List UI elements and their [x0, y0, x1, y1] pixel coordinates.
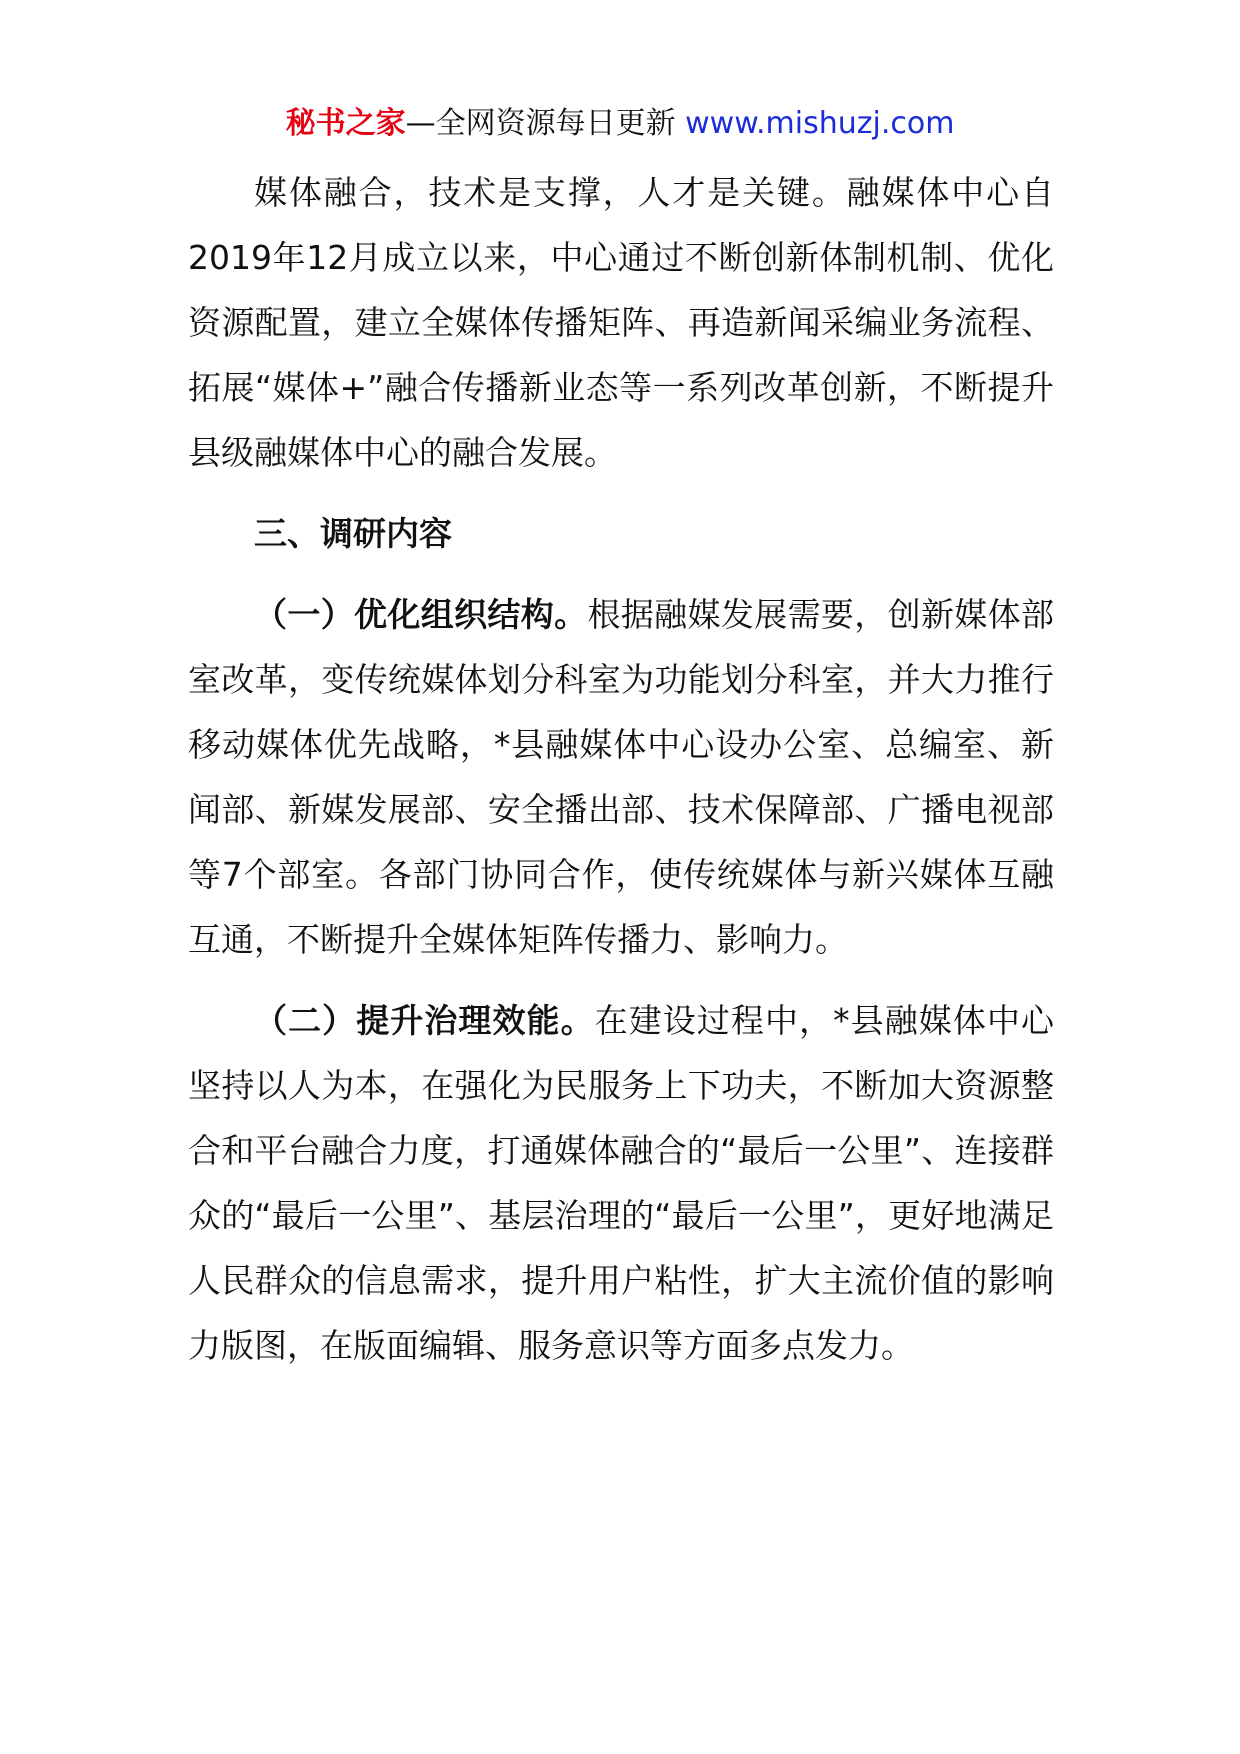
item-text-2: 在建设过程中，*县融媒体中心坚持以人为本，在强化为民服务上下功夫，不断加大资源整合和平台融合力度，打通媒体融合的“最后一公里”、连接群众的“最后一公里”、基层治理的“最后一公里”，更好地满足人民群众的信息需求，提升用户粘性，扩大主流价值的影响力版图，在版面编辑、服务意识等方面多点发力。 — [188, 1001, 1055, 1365]
item-lead-1: （一）优化组织结构。 — [254, 595, 588, 634]
item-paragraph-1 — [188, 582, 1054, 972]
document-body — [188, 160, 1054, 1378]
header-site-url[interactable]: www.mishuzj.com — [685, 106, 955, 141]
intro-paragraph: 媒体融合，技术是支撑，人才是关键。融媒体中心自2019年12月成立以来，中心通过不断创新体制机制、优化资源配置，建立全媒体传播矩阵、再造新闻采编业务流程、拓展“媒体+”融合传播新业态等一系列改革创新，不断提升县级融媒体中心的融合发展。 — [188, 173, 1054, 472]
header-brand: 秘书之家 — [285, 106, 406, 141]
item-paragraph-2 — [188, 988, 1054, 1378]
page-header — [0, 104, 1240, 144]
section-heading: 三、调研内容 — [254, 514, 452, 553]
header-tagline: —全网资源每日更新 — [405, 106, 686, 141]
item-lead-2: （二）提升治理效能。 — [254, 1001, 595, 1040]
item-text-1: 根据融媒发展需要，创新媒体部室改革，变传统媒体划分科室为功能划分科室，并大力推行移动媒体优先战略，*县融媒体中心设办公室、总编室、新闻部、新媒发展部、安全播出部、技术保障部、广播电视部等7个部室。各部门协同合作，使传统媒体与新兴媒体互融互通，不断提升全媒体矩阵传播力、影响力。 — [188, 595, 1055, 959]
